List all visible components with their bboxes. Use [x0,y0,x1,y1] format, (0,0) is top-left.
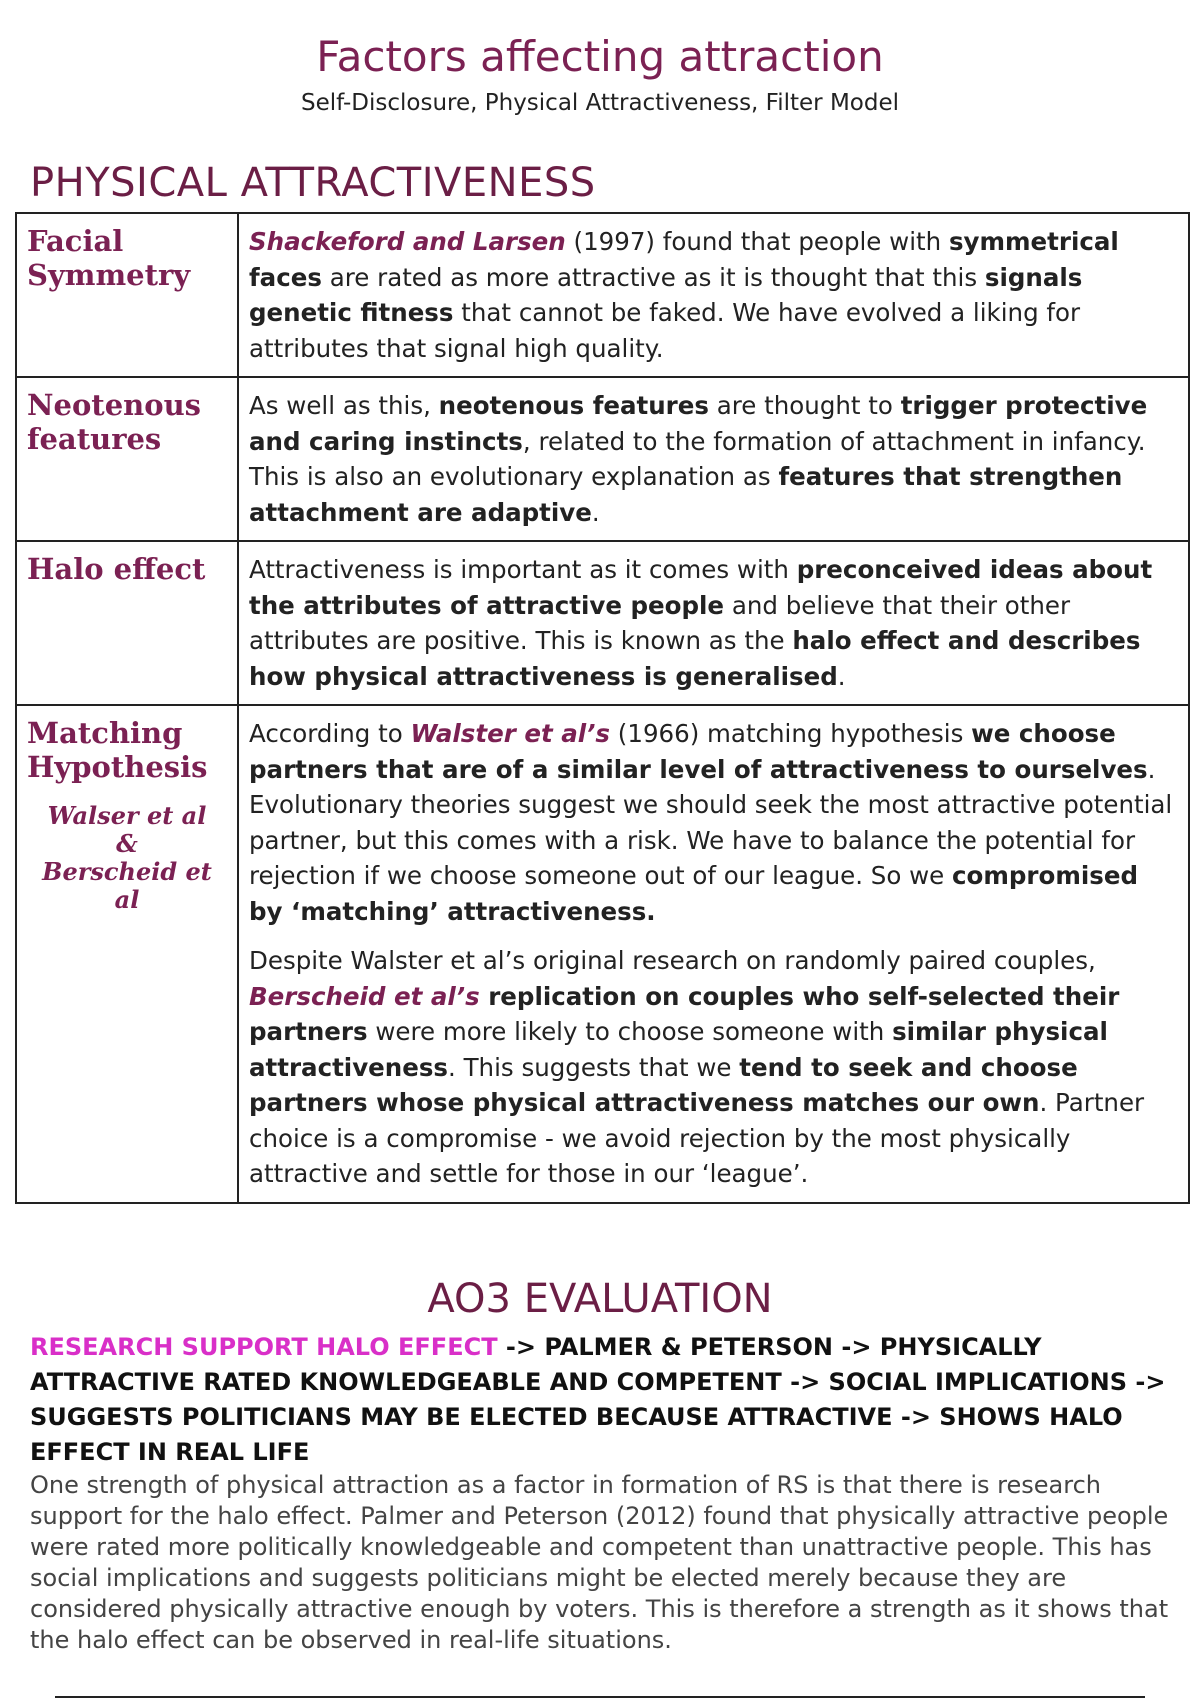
body-text: that cannot be faked. We have evolved a liking for attributes that signal high quality. [249,298,1081,363]
row-label-line: Symmetry [27,258,191,292]
body-text: As well as this, [249,391,439,420]
body-text: (1966) matching hypothesis [610,719,972,748]
row-paragraph [249,388,1178,530]
citation-text: Walster et al’s [410,719,611,748]
row-label [16,541,238,705]
evaluation-heading: AO3 EVALUATION [427,1276,773,1322]
row-label-line: Matching [27,716,183,750]
table-row [16,705,1189,1203]
bold-text: signals genetic fitness [249,262,1083,327]
body-text: According to [249,719,411,748]
body-text: (1997) found that people with [565,227,949,256]
bold-text: halo effect and describes how physical attractiveness is generalised [249,626,1141,691]
row-label-line: Facial [27,224,124,258]
bold-text: compromised by ‘matching’ attractiveness. [249,861,1139,926]
author-line: & [116,829,138,858]
body-text: Attractiveness is important as it comes with [249,555,797,584]
evaluation-point-text: -> PALMER & PETERSON -> PHYSICALLY ATTRACTIVE RATED KNOWLEDGEABLE AND COMPETENT -> SOCIAL IMPLICATIONS -> SUGGESTS POLITICIANS MAY BE ELECTED BECAUSE ATTRACTIVE -> SHOWS HALO EFFECT IN REAL LIFE [30,1333,1166,1466]
bold-text: we choose partners that are of a similar level of attractiveness to ourselves [249,719,1148,784]
row-label [16,213,238,377]
physical-attractiveness-table [15,212,1190,1204]
citation-text: Berscheid et al’s [249,981,480,1011]
page-title: Factors affecting attraction [316,32,884,81]
row-paragraph [249,943,1178,1192]
row-text [238,541,1189,705]
table-row [16,377,1189,541]
body-text: . [837,661,846,691]
row-label-line: features [27,422,162,456]
body-text: are rated as more attractive as it is thought that this [321,262,985,292]
row-label-line: Halo effect [27,552,206,586]
body-text: are thought to [708,391,901,420]
row-paragraph [249,716,1178,929]
bold-text: symmetrical faces [249,227,1119,292]
divider [55,1696,1145,1698]
bold-text: replication on couples who self-selected their partners [249,981,1120,1046]
row-paragraph [249,552,1178,694]
evaluation-paragraph: One strength of physical attraction as a factor in formation of RS is that there is research support for the halo effect. Palmer and Peterson (2012) found that physically attractive people were rated more politically knowledgeable and competent than unattractive people. This has social implications and suggests politicians might be elected merely because they are considered physically attractive enough by voters. This is therefore a strength as it shows that the halo effect can be observed in real-life situations. [30,1471,1169,1654]
page-subtitle: Self-Disclosure, Physical Attractiveness, Filter Model [301,90,899,116]
row-text [238,213,1189,377]
table-row [16,213,1189,377]
body-text: and believe that their other attributes are positive. This is known as the [249,590,1071,655]
body-text: Despite Walster et al’s original research on randomly paired couples, [249,946,1096,975]
bold-text: features that strengthen attachment are adaptive [249,462,1123,527]
body-text: . Evolutionary theories suggest we should seek the most attractive potential partner, but this comes with a risk. We have to balance the potential for rejection if we choose someone out of our league. So we [249,754,1173,890]
bold-text: preconceived ideas about the attributes of attractive people [249,555,1153,620]
row-sub-authors [27,802,227,914]
citation-text: Shackeford and Larsen [249,227,566,256]
bold-text: trigger protective and caring instincts [249,391,1148,456]
body-text: . [591,497,600,527]
row-text [238,377,1189,541]
body-text: . Partner choice is a compromise - we avoid rejection by the most physically attractive and settle for those in our ‘league’. [249,1088,1145,1188]
body-text: , related to the formation of attachment in infancy. This is also an evolutionary explanation as [249,426,1146,491]
author-line: Walser et al [47,801,207,830]
evaluation-point-highlight: RESEARCH SUPPORT HALO EFFECT [30,1333,498,1361]
row-paragraph [249,224,1178,366]
section-heading: PHYSICAL ATTRACTIVENESS [30,160,596,206]
table-row [16,541,1189,705]
author-line: Berscheid et al [42,857,212,914]
bold-text: tend to seek and choose partners whose physical attractiveness matches our own [249,1052,1078,1117]
row-label-line: Hypothesis [27,750,208,784]
row-text [238,705,1189,1203]
row-label [16,377,238,541]
body-text: were more likely to choose someone with [367,1017,893,1046]
body-text: . This suggests that we [448,1052,740,1082]
bold-text: similar physical attractiveness [249,1017,1108,1082]
row-label-line: Neotenous [27,388,201,422]
row-label [16,705,238,1203]
evaluation-point [30,1330,1180,1470]
bold-text: neotenous features [438,391,709,420]
